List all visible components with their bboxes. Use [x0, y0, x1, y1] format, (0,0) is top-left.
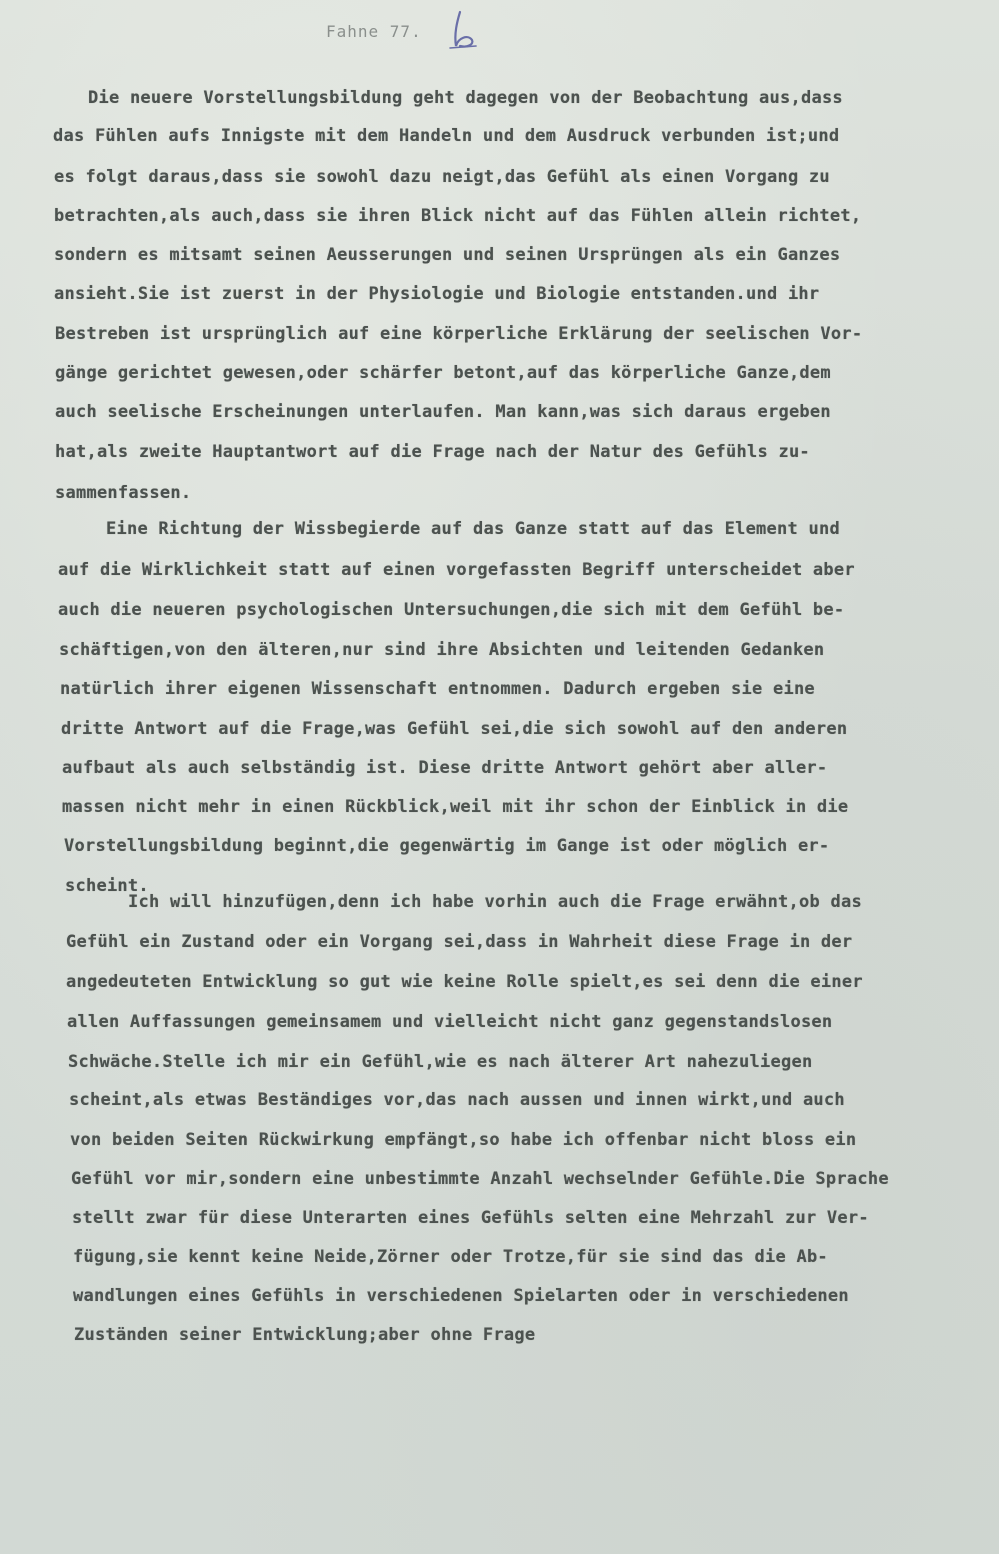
- text-line: ansieht.Sie ist zuerst in der Physiologie und Biologie entstanden.und ihr: [54, 284, 820, 304]
- text-line: es folgt daraus,dass sie sowohl dazu neigt,das Gefühl als einen Vorgang zu: [54, 167, 830, 187]
- text-line: betrachten,als auch,dass sie ihren Blick nicht auf das Fühlen allein richtet,: [54, 206, 862, 226]
- text-line: angedeuteten Entwicklung so gut wie keine Rolle spielt,es sei denn die einer: [66, 972, 863, 992]
- text-line: Die neuere Vorstellungsbildung geht dagegen von der Beobachtung aus,dass: [88, 88, 843, 108]
- text-line: scheint,als etwas Beständiges vor,das nach aussen und innen wirkt,und auch: [69, 1090, 845, 1110]
- text-line: fügung,sie kennt keine Neide,Zörner oder Trotze,für sie sind das die Ab-: [73, 1247, 828, 1267]
- text-line: Gefühl vor mir,sondern eine unbestimmte Anzahl wechselnder Gefühle.Die Sprache: [71, 1169, 889, 1189]
- page-header: Fahne 77.: [326, 22, 422, 41]
- text-line: Gefühl ein Zustand oder ein Vorgang sei,dass in Wahrheit diese Frage in der: [66, 932, 853, 952]
- text-line: massen nicht mehr in einen Rückblick,weil mit ihr schon der Einblick in die: [62, 797, 849, 817]
- text-line: Eine Richtung der Wissbegierde auf das Ganze statt auf das Element und: [106, 519, 840, 539]
- text-line: stellt zwar für diese Unterarten eines Gefühls selten eine Mehrzahl zur Ver-: [72, 1208, 869, 1228]
- text-line: auch seelische Erscheinungen unterlaufen. Man kann,was sich daraus ergeben: [55, 402, 831, 422]
- text-line: wandlungen eines Gefühls in verschiedenen Spielarten oder in verschiedenen: [73, 1286, 849, 1306]
- text-line: Bestreben ist ursprünglich auf eine körperliche Erklärung der seelischen Vor-: [55, 324, 863, 344]
- text-line: scheint.: [65, 876, 149, 896]
- text-line: sondern es mitsamt seinen Aeusserungen und seinen Ursprüngen als ein Ganzes: [54, 245, 841, 265]
- text-line: gänge gerichtet gewesen,oder schärfer betont,auf das körperliche Ganze,dem: [55, 363, 831, 383]
- text-line: auf die Wirklichkeit statt auf einen vorgefassten Begriff unterscheidet aber: [58, 560, 855, 580]
- text-line: Zuständen seiner Entwicklung;aber ohne Frage: [74, 1325, 536, 1345]
- text-line: sammenfassen.: [55, 483, 192, 503]
- text-line: allen Auffassungen gemeinsamem und vielleicht nicht ganz gegenstandslosen: [67, 1012, 833, 1032]
- text-line: schäftigen,von den älteren,nur sind ihre Absichten und leitenden Gedanken: [59, 640, 825, 660]
- text-line: Schwäche.Stelle ich mir ein Gefühl,wie es nach älterer Art nahezuliegen: [68, 1052, 813, 1072]
- text-line: das Fühlen aufs Innigste mit dem Handeln und dem Ausdruck verbunden ist;und: [53, 126, 840, 146]
- text-line: natürlich ihrer eigenen Wissenschaft entnommen. Dadurch ergeben sie eine: [60, 679, 815, 699]
- text-line: von beiden Seiten Rückwirkung empfängt,so habe ich offenbar nicht bloss ein: [70, 1130, 857, 1150]
- text-line: Ich will hinzufügen,denn ich habe vorhin auch die Frage erwähnt,ob das: [128, 892, 862, 912]
- text-line: hat,als zweite Hauptantwort auf die Frage nach der Natur des Gefühls zu-: [55, 442, 810, 462]
- text-line: dritte Antwort auf die Frage,was Gefühl sei,die sich sowohl auf den anderen: [61, 719, 848, 739]
- text-line: auch die neueren psychologischen Untersuchungen,die sich mit dem Gefühl be-: [58, 600, 845, 620]
- text-line: Vorstellungsbildung beginnt,die gegenwärtig im Gange ist oder möglich er-: [64, 836, 830, 856]
- text-line: aufbaut als auch selbständig ist. Diese dritte Antwort gehört aber aller-: [62, 758, 828, 778]
